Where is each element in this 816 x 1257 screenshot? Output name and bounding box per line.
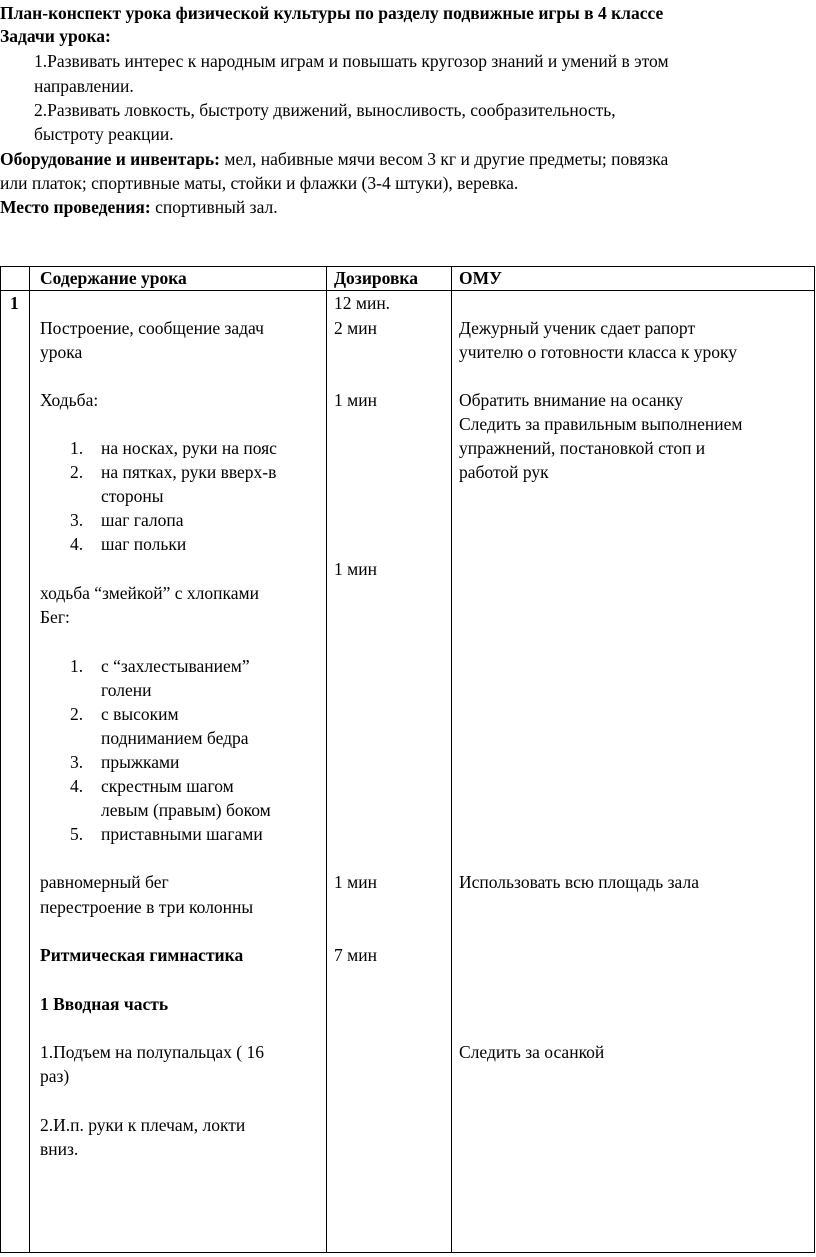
row-number: 1: [10, 293, 19, 313]
dose-build: 2 мин: [334, 318, 377, 338]
equipment-line: [0, 148, 668, 170]
equipment-label: Оборудование и инвентарь:: [0, 149, 221, 169]
run-item-4-cont: левым (правым) боком: [101, 800, 271, 820]
equipment-text-cont: или платок; спортивные маты, стойки и флажки (3-4 штуки), веревка.: [0, 173, 519, 193]
place-line: [0, 196, 278, 218]
table-col-line-2: [326, 266, 327, 1253]
run-item-2-num: 2.: [70, 704, 84, 724]
dose-snake: 1 мин: [334, 559, 377, 579]
omu-duty: Дежурный ученик сдает рапорт: [459, 318, 696, 338]
lesson-table: [0, 266, 815, 1253]
task-1-cont: направлении.: [34, 76, 134, 96]
omu-posture-2: Следить за осанкой: [459, 1042, 605, 1062]
content-walking: Ходьба:: [40, 390, 99, 410]
run-item-5-num: 5.: [70, 824, 84, 844]
content-even-run: равномерный бег: [40, 872, 169, 892]
equipment-text: мел, набивные мячи весом 3 кг и другие предметы; повязка: [220, 149, 669, 169]
run-item-4-num: 4.: [70, 776, 84, 796]
content-intro: 1 Вводная часть: [40, 994, 169, 1014]
run-item-2-cont: подниманием бедра: [101, 728, 249, 748]
task-2: 2.Развивать ловкость, быстроту движений, выносливость, сообразительность,: [34, 100, 616, 120]
task-2-cont: быстроту реакции.: [34, 124, 174, 144]
omu-hall: Использовать всю площадь зала: [459, 872, 699, 892]
walking-item-2-num: 2.: [70, 462, 84, 482]
table-col-line-1: [29, 266, 30, 1253]
tasks-heading: Задачи урока:: [0, 26, 111, 46]
header-omu: ОМУ: [459, 268, 502, 288]
omu-posture: Обратить внимание на осанку: [459, 390, 684, 410]
header-dose: Дозировка: [334, 268, 418, 288]
omu-correct-cont-2: работой рук: [459, 462, 549, 482]
walking-item-1: на носках, руки на пояс: [101, 438, 277, 458]
run-item-3: прыжками: [101, 752, 180, 772]
page-title: План-конспект урока физической культуры по разделу подвижные игры в 4 классе: [0, 3, 664, 23]
omu-correct-cont-1: упражнений, постановкой стоп и: [459, 438, 706, 458]
walking-item-3: шаг галопа: [101, 510, 184, 530]
dose-even-run: 1 мин: [334, 872, 377, 892]
walking-item-1-num: 1.: [70, 438, 84, 458]
content-build: Построение, сообщение задач: [40, 318, 264, 338]
place-text: спортивный зал.: [150, 197, 278, 217]
run-item-1-cont: голени: [101, 680, 152, 700]
run-item-1: с “захлестыванием”: [101, 656, 250, 676]
content-build-cont: урока: [40, 342, 83, 362]
dose-walking: 1 мин: [334, 390, 377, 410]
place-label: Место проведения:: [0, 197, 151, 217]
run-item-5: приставными шагами: [101, 824, 263, 844]
dose-total: 12 мин.: [334, 293, 391, 313]
table-border-bottom: [0, 1252, 814, 1253]
walking-item-4: шаг польки: [101, 534, 187, 554]
walking-item-2: на пятках, руки вверх-в: [101, 462, 277, 482]
header-content: Содержание урока: [40, 268, 187, 288]
omu-duty-cont: учителю о готовности класса к уроку: [459, 342, 738, 362]
walking-item-4-num: 4.: [70, 534, 84, 554]
table-header-divider: [0, 290, 814, 291]
content-rhythmic: Ритмическая гимнастика: [40, 945, 244, 965]
task-1: 1.Развивать интерес к народным играм и повышать кругозор знаний и умений в этом: [34, 51, 669, 71]
table-col-line-3: [451, 266, 452, 1253]
content-ex1: 1.Подъем на полупальцах ( 16: [40, 1042, 265, 1062]
walking-item-2-cont: стороны: [101, 486, 164, 506]
content-even-run-cont: перестроение в три колонны: [40, 897, 254, 917]
content-ex1-cont: раз): [40, 1066, 70, 1086]
content-snake: ходьба “змейкой” с хлопками: [40, 583, 259, 603]
table-col-line-0: [0, 266, 1, 1253]
content-run: Бег:: [40, 607, 70, 627]
dose-rhythmic: 7 мин: [334, 945, 377, 965]
run-item-2: с высоким: [101, 704, 179, 724]
run-item-4: скрестным шагом: [101, 776, 234, 796]
omu-correct: Следить за правильным выполнением: [459, 414, 743, 434]
walking-item-3-num: 3.: [70, 510, 84, 530]
run-item-3-num: 3.: [70, 752, 84, 772]
content-ex2: 2.И.п. руки к плечам, локти: [40, 1115, 246, 1135]
run-item-1-num: 1.: [70, 656, 84, 676]
content-ex2-cont: вниз.: [40, 1139, 79, 1159]
table-col-line-4: [814, 266, 815, 1253]
